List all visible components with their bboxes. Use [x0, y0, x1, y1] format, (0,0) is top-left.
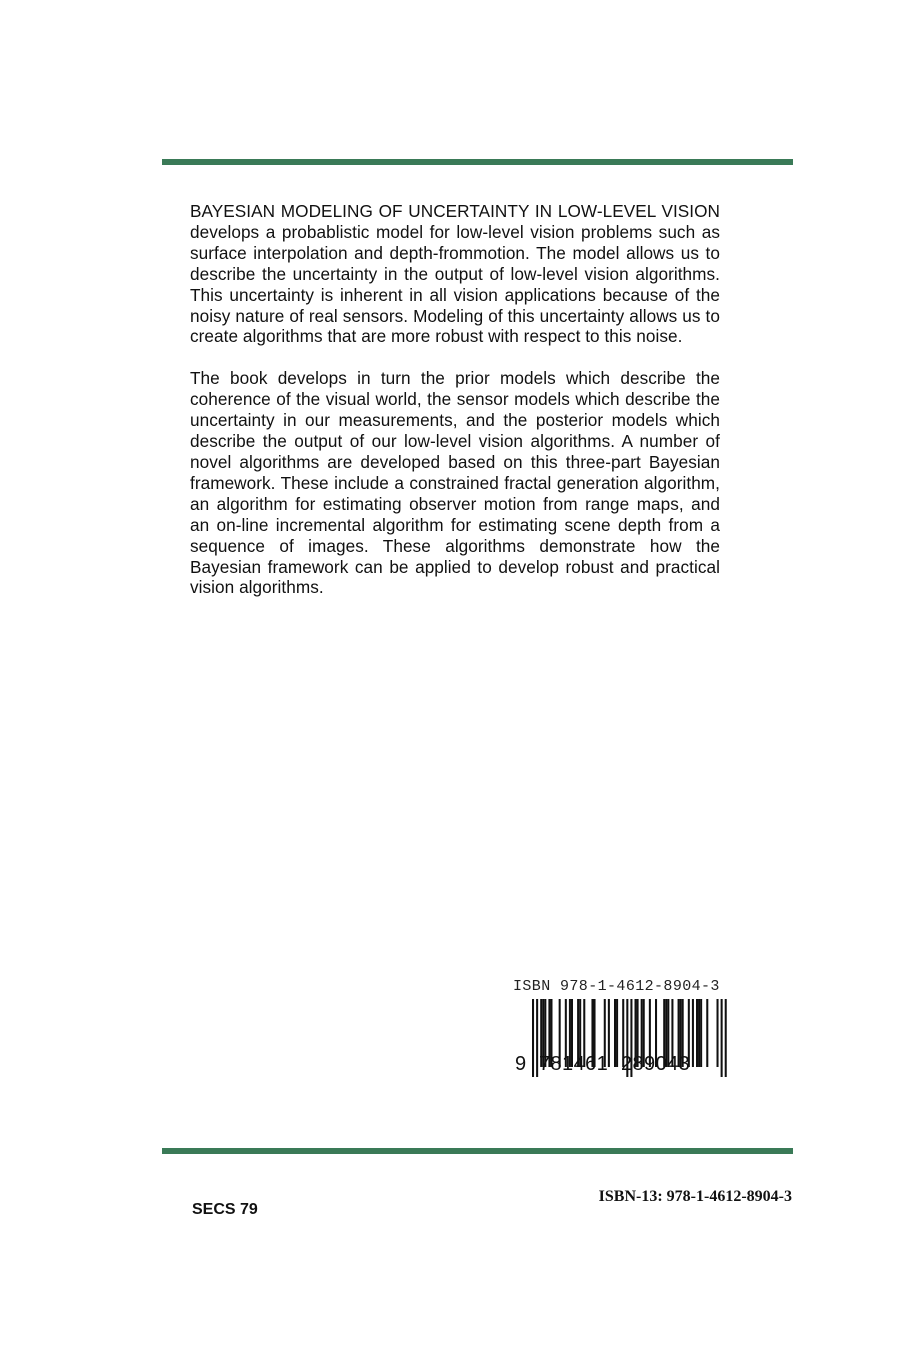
description-paragraph-1: BAYESIAN MODELING OF UNCERTAINTY IN LOW-LEVEL VISION develops a probablistic model for low-level vision problems such as surface interpolation and depth-frommotion. The model allows us to describe the uncertainty in the output of low-level vision algorithms. This uncertainty is inherent in all vision applications because of the noisy nature of real sensors. Modeling of this uncertainty allows us to create algorithms that are more robust with respect to this noise.	[190, 201, 720, 347]
barcode-bar	[614, 999, 616, 1067]
barcode-guard-bar	[532, 999, 534, 1077]
top-rule	[162, 159, 793, 165]
barcode-bar	[717, 999, 719, 1067]
barcode-guard-bar	[725, 999, 727, 1077]
barcode-bar	[706, 999, 708, 1067]
back-cover-description	[190, 201, 720, 619]
barcode-bar	[698, 999, 700, 1067]
barcode-digits-right: 289043	[621, 1053, 691, 1075]
isbn13-label: ISBN-13: 978-1-4612-8904-3	[598, 1188, 792, 1205]
series-number: SECS 79	[192, 1201, 258, 1218]
barcode-bar	[692, 999, 694, 1067]
description-paragraph-2: The book develops in turn the prior models which describe the coherence of the visual world, the sensor models which describe the uncertainty in our measurements, and the posterior models which describe the output of our low-level vision algorithms. A number of novel algorithms are developed based on this three-part Bayesian framework. These include a constrained fractal generation algorithm, an algorithm for estimating observer motion from range maps, and an on-line incremental algorithm for estimating scene depth from a sequence of images. These algorithms demonstrate how the Bayesian framework can be applied to develop robust and practical vision algorithms.	[190, 368, 720, 598]
bottom-rule	[162, 1148, 793, 1154]
barcode-bar	[696, 999, 698, 1067]
barcode-guard-bar	[721, 999, 723, 1077]
barcode-bar	[700, 999, 702, 1067]
barcode-digits-left: 781461	[539, 1053, 609, 1075]
barcode-bar	[608, 999, 610, 1067]
barcode-isbn-label: ISBN 978-1-4612-8904-3	[513, 978, 720, 995]
barcode-bar	[616, 999, 618, 1067]
barcode-guard-bar	[536, 999, 538, 1077]
barcode-digit-first: 9	[515, 1053, 527, 1075]
